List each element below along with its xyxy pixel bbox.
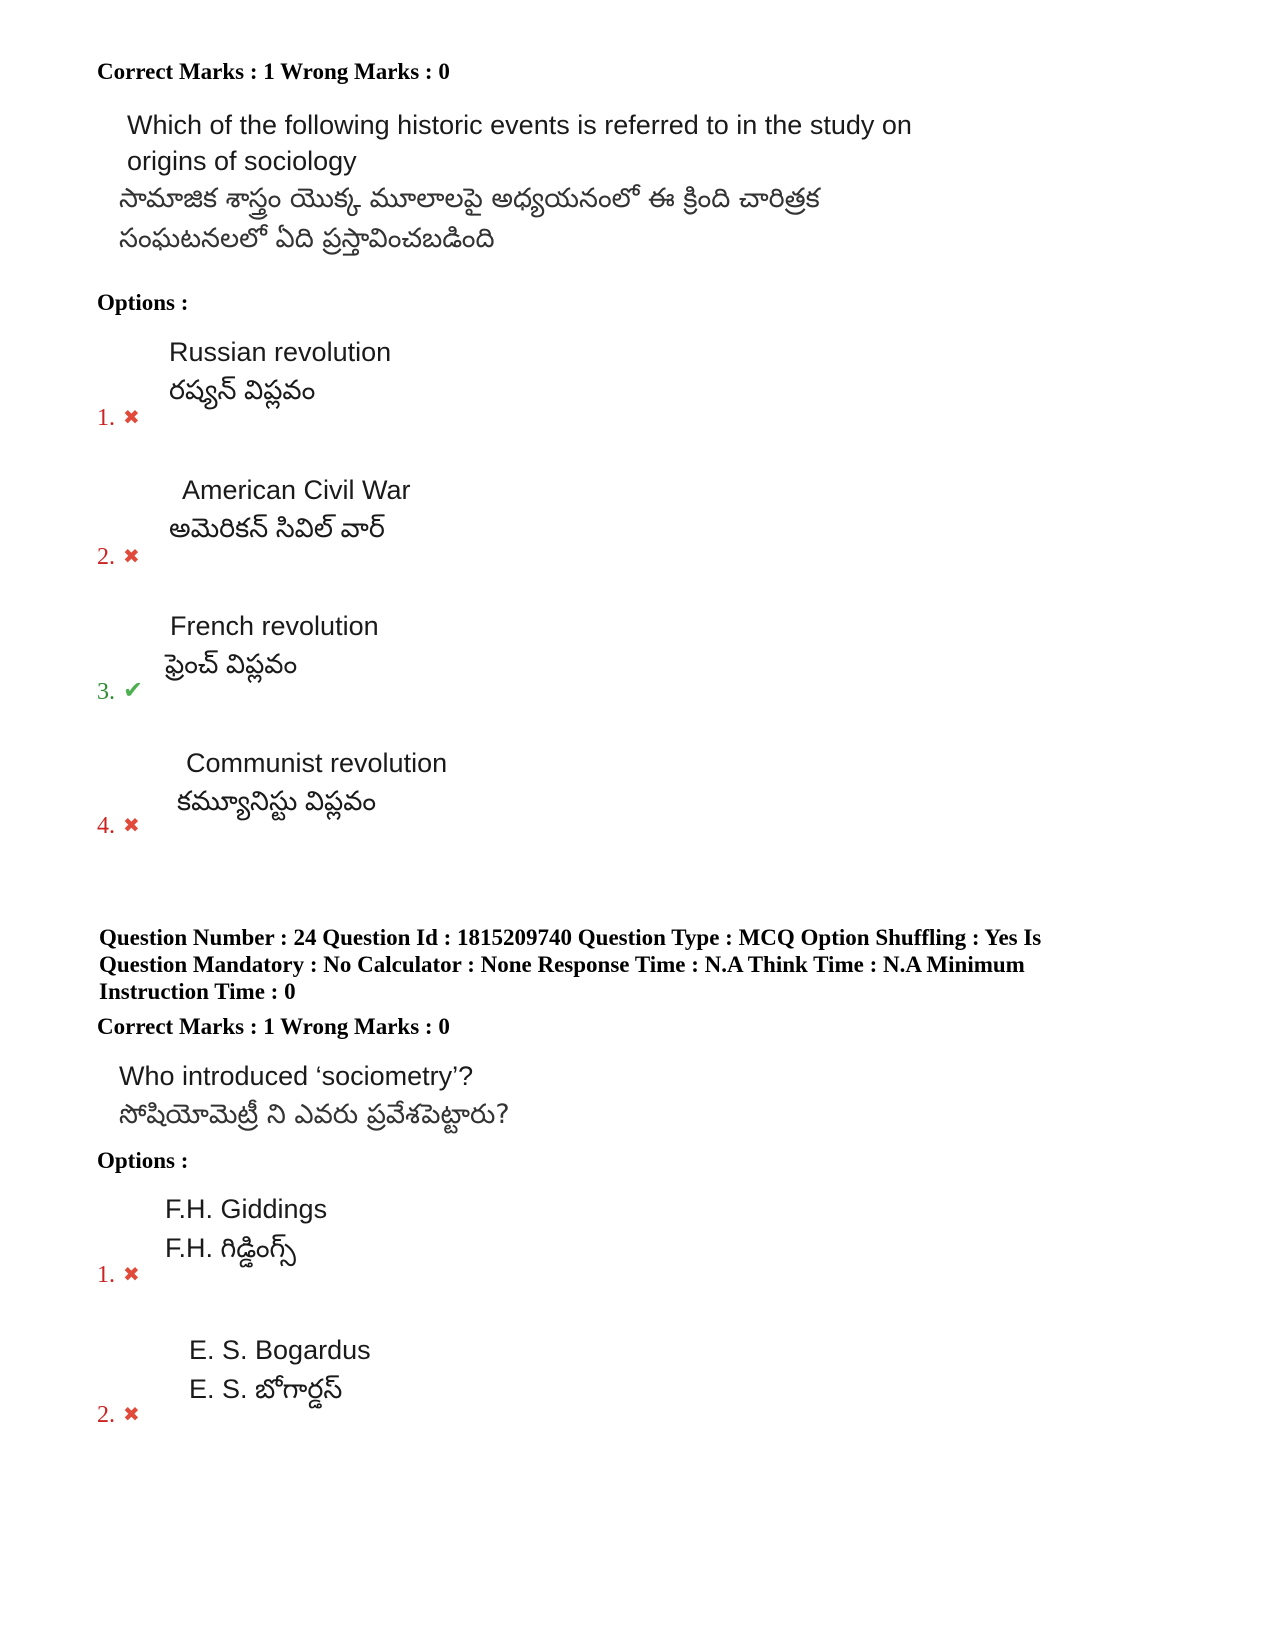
cross-icon: ✖ <box>123 407 140 429</box>
cross-icon: ✖ <box>123 1404 140 1426</box>
option-number: 4. <box>97 813 115 839</box>
q23-option-2-te: అమెరికన్ సివిల్ వార్ <box>169 513 385 543</box>
cross-icon: ✖ <box>123 815 140 837</box>
q24-meta-line1: Question Number : 24 Question Id : 1815209740 Question Type : MCQ Option Shuffling : Yes Is <box>99 925 1042 950</box>
q23-question-te-line2: సంఘటనలలో ఏది ప్రస్తావించబడింది <box>119 223 495 254</box>
cross-icon: ✖ <box>123 546 140 568</box>
q23-option-3-en: French revolution <box>170 611 379 641</box>
q24-option-2-number <box>97 1401 140 1429</box>
check-icon: ✔ <box>123 678 144 704</box>
q23-option-3-number <box>97 677 143 706</box>
cross-icon: ✖ <box>123 1264 140 1286</box>
q23-option-4-te: కమ్యూనిస్టు విప్లవం <box>177 786 377 816</box>
option-number: 3. <box>97 679 115 705</box>
q23-option-1-te: రష్యన్ విప్లవం <box>169 375 316 405</box>
q24-option-2-en: E. S. Bogardus <box>189 1335 371 1365</box>
q23-marks: Correct Marks : 1 Wrong Marks : 0 <box>97 59 450 84</box>
q23-option-2-number <box>97 543 140 571</box>
option-number: 1. <box>97 405 115 431</box>
q24-meta-line3: Instruction Time : 0 <box>99 979 296 1004</box>
q24-option-1-en: F.H. Giddings <box>165 1194 328 1224</box>
q24-question-te: సోషియోమెట్రీ ని ఎవరు ప్రవేశపెట్టారు? <box>119 1099 510 1130</box>
q24-meta <box>99 924 1199 1005</box>
q23-option-1-en: Russian revolution <box>169 337 392 367</box>
q23-option-4-number <box>97 812 140 840</box>
q24-meta-line2: Question Mandatory : No Calculator : None Response Time : N.A Think Time : N.A Minimum <box>99 952 1025 977</box>
q24-options-label: Options : <box>97 1148 189 1173</box>
q24-option-2-te: E. S. బోగార్డస్ <box>189 1374 343 1404</box>
option-number: 1. <box>97 1262 115 1288</box>
q24-option-1-number <box>97 1261 140 1289</box>
q23-question-en-line2: origins of sociology <box>127 146 357 176</box>
q23-option-1-number <box>97 404 140 432</box>
q24-marks: Correct Marks : 1 Wrong Marks : 0 <box>97 1014 450 1039</box>
q23-option-2-en: American Civil War <box>182 475 411 505</box>
q23-options-label: Options : <box>97 290 189 315</box>
q24-question-en: Who introduced ‘sociometry’? <box>119 1061 474 1091</box>
q24-option-1-te: F.H. గిడ్డింగ్స్ <box>165 1233 296 1263</box>
option-number: 2. <box>97 544 115 570</box>
q23-option-4-en: Communist revolution <box>186 748 448 778</box>
q23-question-en-line1: Which of the following historic events is referred to in the study on <box>127 110 912 140</box>
q23-option-3-te: ఫ్రెంచ్ విప్లవం <box>165 649 298 679</box>
q23-question-te-line1: సామాజిక శాస్త్రం యొక్క మూలాలపై అధ్యయనంలో ఈ క్రింది చారిత్రక <box>119 183 820 214</box>
option-number: 2. <box>97 1402 115 1428</box>
